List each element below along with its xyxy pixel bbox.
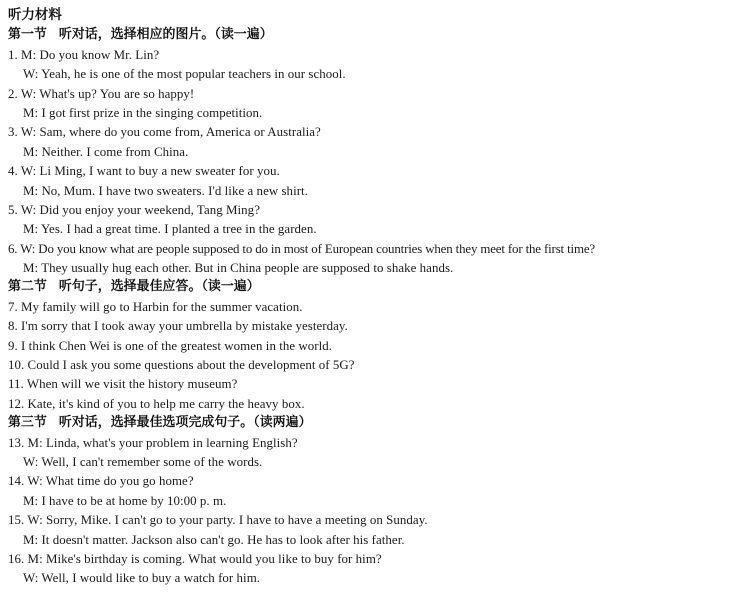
sentence-line: 12. Kate, it's kind of you to help me carry the heavy box. xyxy=(8,395,305,411)
dialogue-line: 13. M: Linda, what's your problem in learning English? xyxy=(8,434,298,450)
dialogue-line: W: Well, I can't remember some of the words. xyxy=(23,453,263,469)
dialogue-line: W: Yeah, he is one of the most popular teachers in our school. xyxy=(23,66,346,82)
sentence-line: 10. Could I ask you some questions about the development of 5G? xyxy=(8,357,355,373)
dialogue-line: 6. W: Do you know what are people supposed to do in most of European countries when they meet for the first time? xyxy=(8,240,595,256)
section-1-heading xyxy=(0,25,753,44)
dialogue-line: M: No, Mum. I have two sweaters. I'd like a new shirt. xyxy=(23,182,308,198)
section-3-instruction: 听对话，选择最佳选项完成句子。（读两遍） xyxy=(58,415,312,431)
sentence-line: 8. I'm sorry that I took away your umbrella by mistake yesterday. xyxy=(8,318,348,334)
dialogue-line: 15. W: Sorry, Mike. I can't go to your party. I have to have a meeting on Sunday. xyxy=(8,512,428,528)
section-1-label: 第一节 xyxy=(8,27,47,43)
sentence-line: 7. My family will go to Harbin for the summer vacation. xyxy=(8,298,303,314)
sentence-line: 11. When will we visit the history museum? xyxy=(8,376,238,392)
section-3 xyxy=(0,413,753,588)
dialogue-line: 5. W: Did you enjoy your weekend, Tang Ming? xyxy=(8,201,260,217)
section-1 xyxy=(0,25,753,277)
dialogue-line: W: Well, I would like to buy a watch for him. xyxy=(23,570,261,586)
dialogue-line: 14. W: What time do you go home? xyxy=(8,473,194,489)
dialogue-line: 16. M: Mike's birthday is coming. What would you like to buy for him? xyxy=(8,550,382,566)
section-2-heading xyxy=(0,277,753,296)
section-3-heading xyxy=(0,413,753,432)
dialogue-line: M: It doesn't matter. Jackson also can't go. He has to look after his father. xyxy=(23,531,405,547)
dialogue-line: M: Yes. I had a great time. I planted a tree in the garden. xyxy=(23,221,317,237)
dialogue-line: M: They usually hug each other. But in China people are supposed to shake hands. xyxy=(23,260,454,276)
dialogue-line: 2. W: What's up? You are so happy! xyxy=(8,85,195,101)
section-2-instruction: 听句子，选择最佳应答。（读一遍） xyxy=(58,279,260,295)
section-2 xyxy=(0,277,753,413)
section-3-label: 第三节 xyxy=(8,415,47,431)
dialogue-line: 3. W: Sam, where do you come from, America or Australia? xyxy=(8,124,321,140)
dialogue-line: 1. M: Do you know Mr. Lin? xyxy=(8,46,160,62)
document-title: 听力材料 xyxy=(8,8,62,23)
section-1-instruction: 听对话，选择相应的图片。（读一遍） xyxy=(58,27,273,43)
dialogue-line: M: Neither. I come from China. xyxy=(23,143,189,159)
dialogue-line: M: I have to be at home by 10:00 p. m. xyxy=(23,492,227,508)
listening-material-document xyxy=(0,6,753,588)
section-2-label: 第二节 xyxy=(8,279,47,295)
dialogue-line: M: I got first prize in the singing competition. xyxy=(23,104,263,120)
sentence-line: 9. I think Chen Wei is one of the greatest women in the world. xyxy=(8,337,333,353)
dialogue-line: 4. W: Li Ming, I want to buy a new sweater for you. xyxy=(8,163,280,179)
